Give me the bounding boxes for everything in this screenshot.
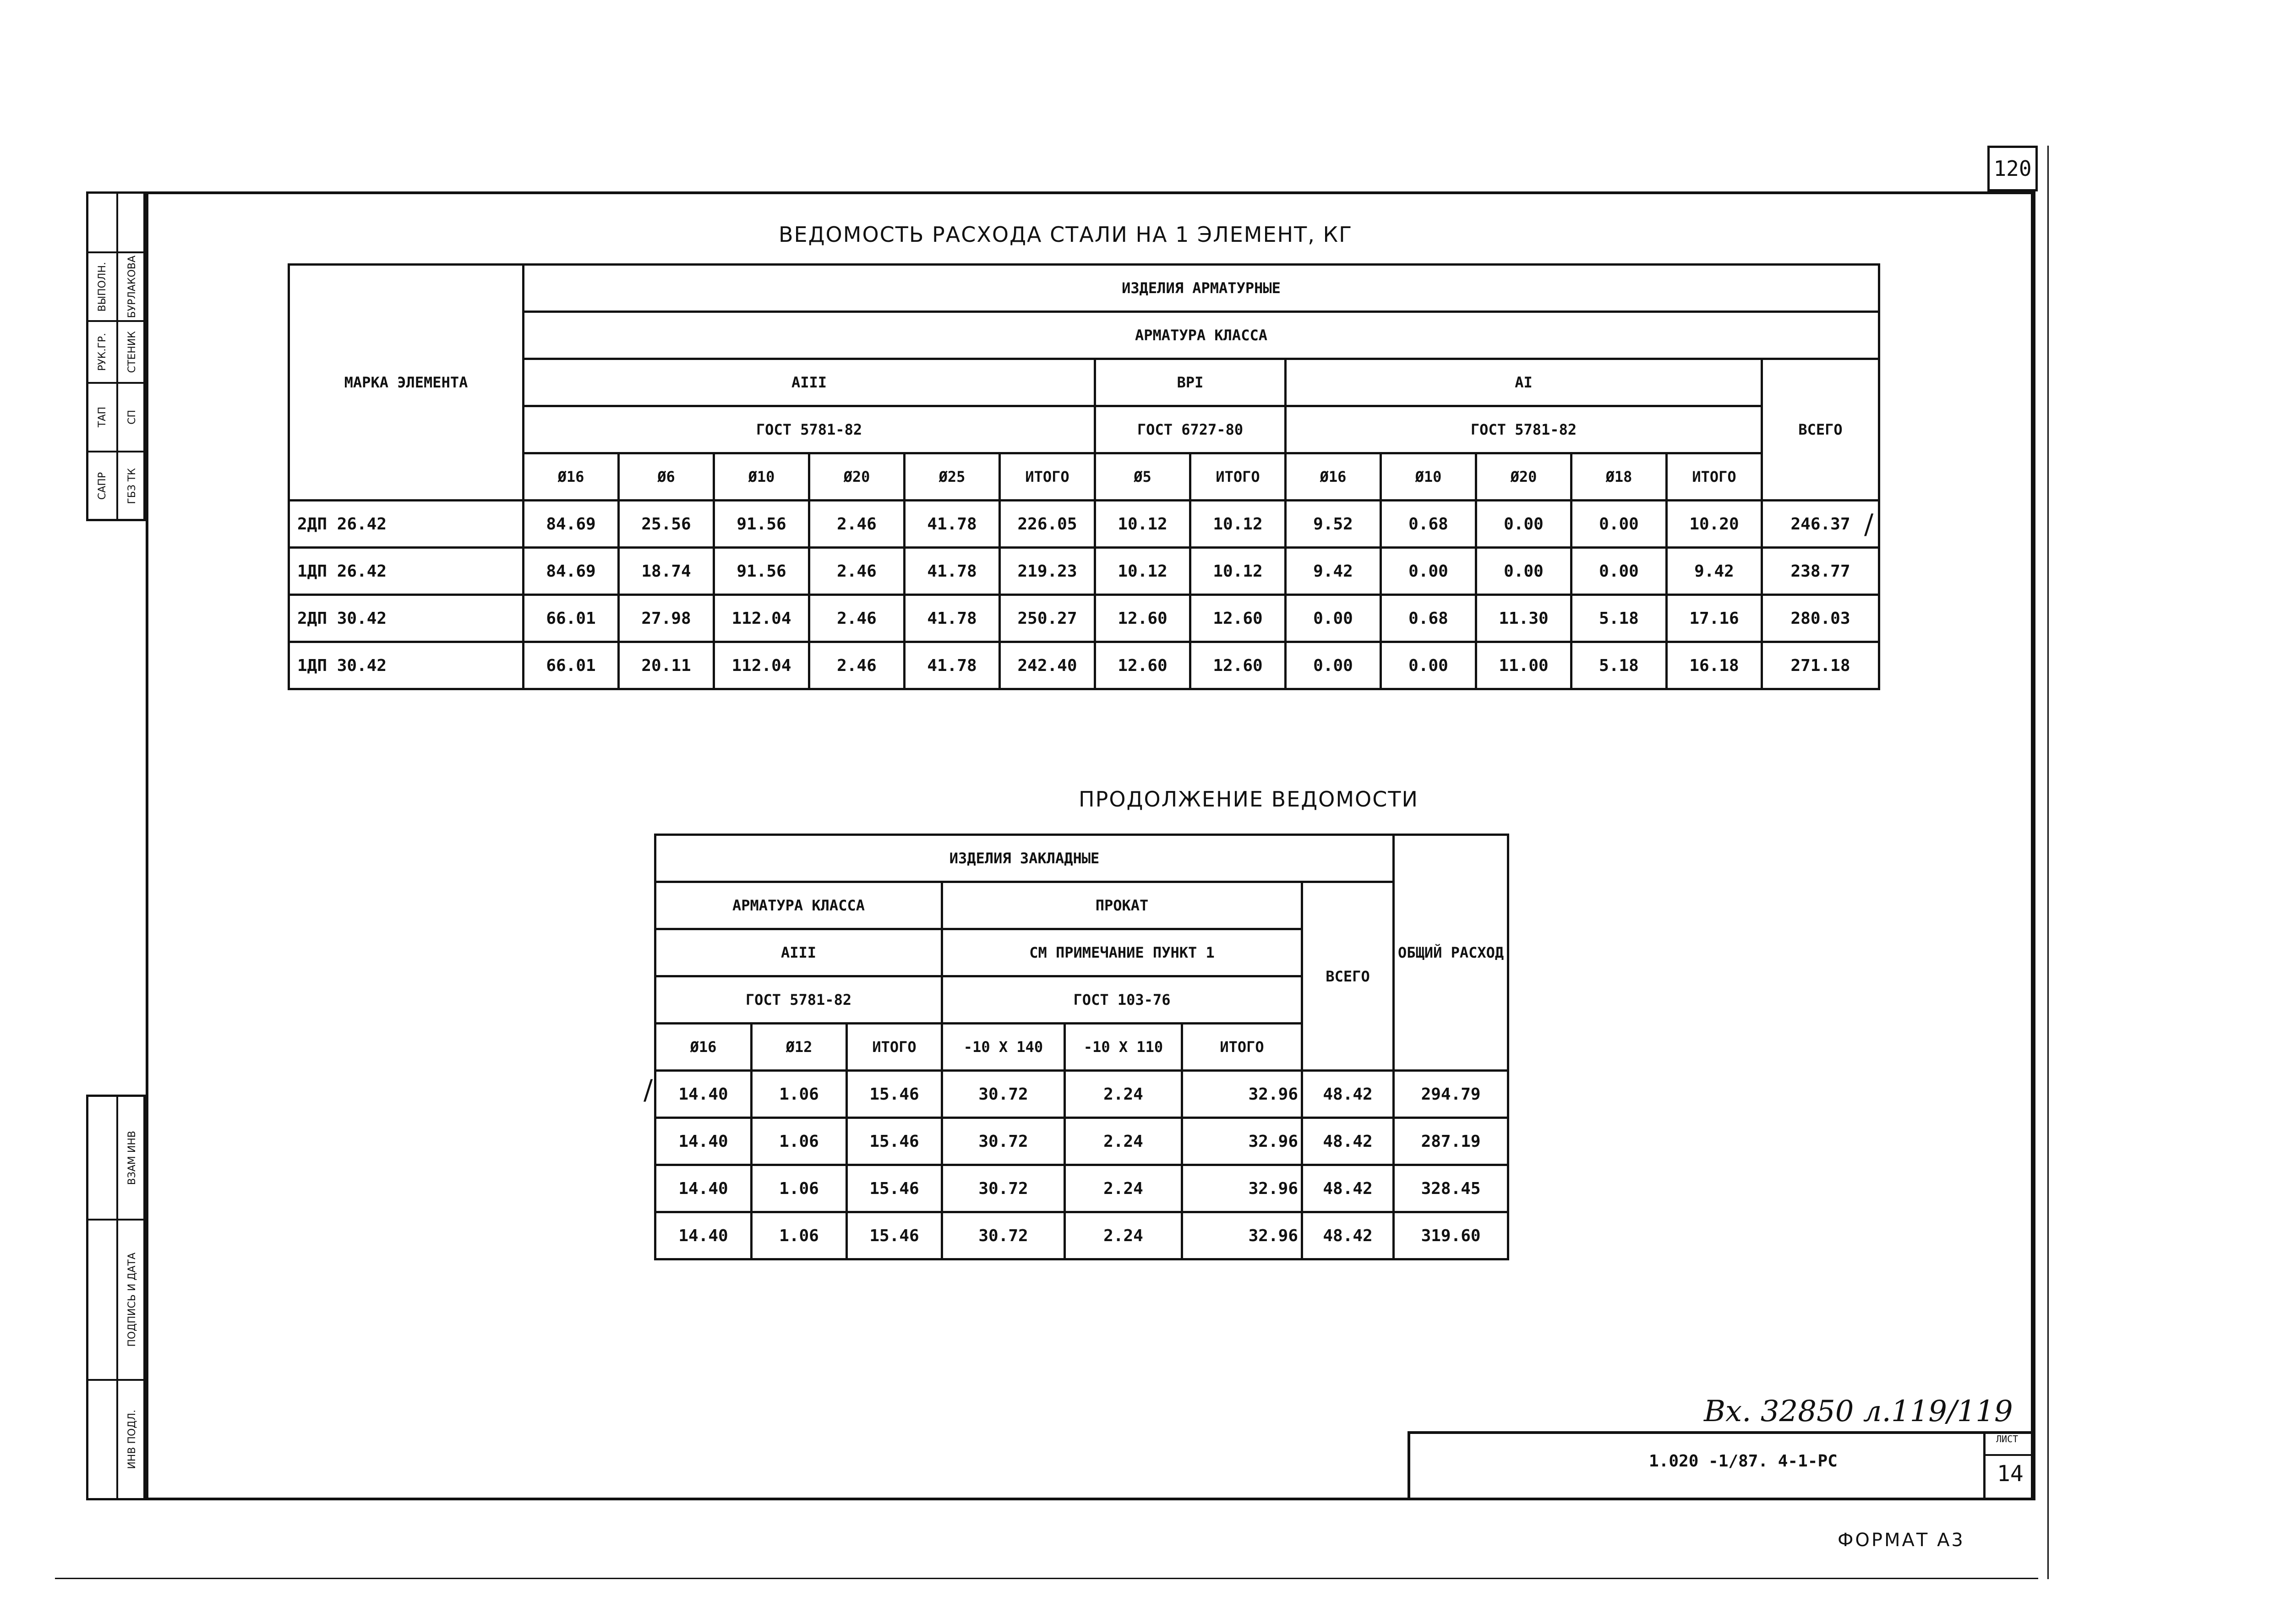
- col-overall-header: [1394, 835, 1508, 1071]
- table-cell: 246.37: [1762, 501, 1879, 548]
- diam-header: Ø16: [655, 1024, 752, 1071]
- table-cell: 16.18: [1667, 642, 1762, 689]
- table-cell: 17.16: [1667, 595, 1762, 642]
- diam-header: Ø5: [1095, 453, 1190, 501]
- check-mark: /: [644, 1074, 653, 1106]
- approval-label-6: ВЫПОЛН.: [97, 262, 108, 312]
- table-row: [655, 1212, 1508, 1259]
- table-cell: 10.12: [1095, 501, 1190, 548]
- table-cell: 48.42: [1302, 1165, 1394, 1212]
- approval-label-3: СП: [126, 410, 138, 425]
- table-cell: 2.24: [1065, 1118, 1182, 1165]
- table-cell: 41.78: [905, 642, 1000, 689]
- table-cell: 2.46: [809, 548, 905, 595]
- table-cell: 66.01: [524, 595, 619, 642]
- table-cell: 30.72: [942, 1212, 1065, 1259]
- table-cell: 10.20: [1667, 501, 1762, 548]
- table2-title: ПРОДОЛЖЕНИЕ ВЕДОМОСТИ: [1079, 787, 1419, 812]
- table-cell: 271.18: [1762, 642, 1879, 689]
- table-cell: 12.60: [1190, 595, 1286, 642]
- inventory-label-0: ВЗАМ ИНВ: [126, 1130, 138, 1185]
- diam-header: Ø10: [714, 453, 809, 501]
- table-cell: 14.40: [655, 1212, 752, 1259]
- gost-a1-header: ГОСТ 5781-82: [1286, 406, 1762, 453]
- table-row: [289, 501, 1879, 548]
- class-a3-header: АIII: [524, 359, 1095, 406]
- table-cell: 9.42: [1667, 548, 1762, 595]
- group-rolled-header: ПРОКАТ: [942, 882, 1302, 929]
- table-cell: 5.18: [1571, 642, 1667, 689]
- element-mark: 1ДП 30.42: [289, 642, 524, 689]
- class-a1-header: АI: [1286, 359, 1762, 406]
- table-cell: 0.68: [1381, 595, 1476, 642]
- table-cell: 0.68: [1381, 501, 1476, 548]
- sheet-number: 120: [1987, 146, 2038, 191]
- table-cell: 84.69: [524, 548, 619, 595]
- approval-label-7: БУРЛАКОВА: [126, 255, 138, 318]
- element-mark: 1ДП 26.42: [289, 548, 524, 595]
- format-label: ФОРМАТ А3: [1838, 1530, 1965, 1551]
- sheet-label: ЛИСТ: [1996, 1433, 2019, 1444]
- col-total-header: ВСЕГО: [1302, 882, 1394, 1071]
- table-cell: 32.96: [1182, 1212, 1302, 1259]
- sheet-no: 14: [1997, 1461, 2024, 1487]
- table-cell: 91.56: [714, 548, 809, 595]
- col-total-header: ВСЕГО: [1762, 359, 1879, 501]
- col-element-header: МАРКА ЭЛЕМЕНТА: [289, 265, 524, 501]
- group-products-header: ИЗДЕЛИЯ АРМАТУРНЫЕ: [524, 265, 1879, 312]
- table-row: [655, 1165, 1508, 1212]
- subtotal-header: ИТОГО: [1182, 1024, 1302, 1071]
- table-cell: 10.12: [1190, 548, 1286, 595]
- table-cell: 84.69: [524, 501, 619, 548]
- approval-label-1: ГБЗ ТК: [126, 468, 138, 504]
- class-bp1-header: ВРI: [1095, 359, 1286, 406]
- table-cell: 9.42: [1286, 548, 1381, 595]
- table-cell: 48.42: [1302, 1118, 1394, 1165]
- table-cell: 0.00: [1381, 548, 1476, 595]
- table-cell: 112.04: [714, 642, 809, 689]
- table-cell: 0.00: [1476, 501, 1571, 548]
- diam-header: Ø16: [1286, 453, 1381, 501]
- table-cell: 280.03: [1762, 595, 1879, 642]
- table-cell: 32.96: [1182, 1165, 1302, 1212]
- check-mark: /: [1864, 508, 1874, 540]
- table-cell: 287.19: [1394, 1118, 1508, 1165]
- table-cell: 11.30: [1476, 595, 1571, 642]
- subtotal-header: ИТОГО: [1000, 453, 1095, 501]
- overall-label: ОБЩИЙ РАСХОД: [1398, 944, 1504, 961]
- class-a3-header: АIII: [655, 929, 942, 976]
- table-cell: 15.46: [847, 1212, 942, 1259]
- table-cell: 30.72: [942, 1165, 1065, 1212]
- table-cell: 41.78: [905, 595, 1000, 642]
- table-cell: 14.40: [655, 1071, 752, 1118]
- table-cell: 32.96: [1182, 1118, 1302, 1165]
- table-cell: 10.12: [1190, 501, 1286, 548]
- table-cell: 9.52: [1286, 501, 1381, 548]
- table-cell: 5.18: [1571, 595, 1667, 642]
- table-cell: 2.24: [1065, 1212, 1182, 1259]
- table-cell: 250.27: [1000, 595, 1095, 642]
- table-cell: 242.40: [1000, 642, 1095, 689]
- table-cell: 112.04: [714, 595, 809, 642]
- table-cell: 10.12: [1095, 548, 1190, 595]
- table-cell: 27.98: [619, 595, 714, 642]
- group-class-header: АРМАТУРА КЛАССА: [655, 882, 942, 929]
- table-cell: 12.60: [1095, 642, 1190, 689]
- gost-a3-header: ГОСТ 5781-82: [655, 976, 942, 1024]
- table-cell: 0.00: [1286, 642, 1381, 689]
- diam-header: Ø12: [752, 1024, 847, 1071]
- table-cell: 14.40: [655, 1165, 752, 1212]
- frame-outer-right: [2047, 146, 2049, 1579]
- table-row: [655, 1118, 1508, 1165]
- subtotal-header: ИТОГО: [847, 1024, 942, 1071]
- table-row: [289, 548, 1879, 595]
- approval-label-5: СТЕНИК: [126, 331, 138, 373]
- table-cell: 0.00: [1571, 501, 1667, 548]
- profile-header: -10 Х 110: [1065, 1024, 1182, 1071]
- table1-title: ВЕДОМОСТЬ РАСХОДА СТАЛИ НА 1 ЭЛЕМЕНТ, КГ: [779, 222, 1353, 247]
- group-embedded-header: ИЗДЕЛИЯ ЗАКЛАДНЫЕ: [655, 835, 1394, 882]
- table-cell: 48.42: [1302, 1071, 1394, 1118]
- table-cell: 2.46: [809, 501, 905, 548]
- table-cell: 0.00: [1476, 548, 1571, 595]
- element-mark: 2ДП 26.42: [289, 501, 524, 548]
- table-cell: 15.46: [847, 1165, 942, 1212]
- document-code: 1.020 -1/87. 4-1-РС: [1649, 1452, 1838, 1471]
- table-cell: 1.06: [752, 1212, 847, 1259]
- table-cell: 0.00: [1286, 595, 1381, 642]
- table-cell: 41.78: [905, 548, 1000, 595]
- steel-consumption-table: [288, 263, 1880, 690]
- element-mark: 2ДП 30.42: [289, 595, 524, 642]
- continuation-table: [654, 834, 1509, 1260]
- table-cell: 319.60: [1394, 1212, 1508, 1259]
- profile-header: -10 Х 140: [942, 1024, 1065, 1071]
- table-cell: 2.24: [1065, 1165, 1182, 1212]
- table-cell: 1.06: [752, 1118, 847, 1165]
- table-cell: 12.60: [1095, 595, 1190, 642]
- table-cell: 2.46: [809, 595, 905, 642]
- table-cell: 14.40: [655, 1118, 752, 1165]
- frame-outer-bottom: [55, 1578, 2038, 1579]
- table-cell: 1.06: [752, 1165, 847, 1212]
- table-cell: 30.72: [942, 1071, 1065, 1118]
- table-cell: 66.01: [524, 642, 619, 689]
- gost-bp1-header: ГОСТ 6727-80: [1095, 406, 1286, 453]
- table-cell: 11.00: [1476, 642, 1571, 689]
- table-cell: 18.74: [619, 548, 714, 595]
- table-cell: 328.45: [1394, 1165, 1508, 1212]
- note-header: СМ ПРИМЕЧАНИЕ ПУНКТ 1: [942, 929, 1302, 976]
- group-class-header: АРМАТУРА КЛАССА: [524, 312, 1879, 359]
- diam-header: Ø10: [1381, 453, 1476, 501]
- inventory-label-2: ИНВ ПОДЛ.: [126, 1410, 138, 1469]
- table-cell: 238.77: [1762, 548, 1879, 595]
- approval-label-0: САПР: [97, 472, 108, 500]
- diam-header: Ø18: [1571, 453, 1667, 501]
- diam-header: Ø6: [619, 453, 714, 501]
- table-cell: 219.23: [1000, 548, 1095, 595]
- diam-header: Ø16: [524, 453, 619, 501]
- approval-label-4: РУК.ГР.: [97, 333, 108, 371]
- diam-header: Ø20: [809, 453, 905, 501]
- frame-double-line-right: [2034, 191, 2035, 1500]
- table-cell: 30.72: [942, 1118, 1065, 1165]
- table-row: [289, 595, 1879, 642]
- table-row: [289, 642, 1879, 689]
- table-cell: 2.24: [1065, 1071, 1182, 1118]
- table-cell: 91.56: [714, 501, 809, 548]
- diam-header: Ø20: [1476, 453, 1571, 501]
- subtotal-header: ИТОГО: [1667, 453, 1762, 501]
- table-row: [655, 1071, 1508, 1118]
- table-cell: 0.00: [1571, 548, 1667, 595]
- table-cell: 48.42: [1302, 1212, 1394, 1259]
- left-strip-approval: [86, 191, 146, 521]
- table-cell: 32.96: [1182, 1071, 1302, 1118]
- table-cell: 20.11: [619, 642, 714, 689]
- inventory-label-1: ПОДПИСЬ И ДАТА: [126, 1253, 138, 1347]
- handwritten-registration: Вх. 32850 л.119/119: [1704, 1395, 2013, 1428]
- table-cell: 294.79: [1394, 1071, 1508, 1118]
- table-cell: 12.60: [1190, 642, 1286, 689]
- table-cell: 41.78: [905, 501, 1000, 548]
- subtotal-header: ИТОГО: [1190, 453, 1286, 501]
- table-cell: 2.46: [809, 642, 905, 689]
- table-cell: 226.05: [1000, 501, 1095, 548]
- gost-a3-header: ГОСТ 5781-82: [524, 406, 1095, 453]
- left-strip-inventory: [86, 1095, 146, 1500]
- approval-label-2: ТАП: [97, 407, 108, 428]
- diam-header: Ø25: [905, 453, 1000, 501]
- table-cell: 1.06: [752, 1071, 847, 1118]
- table-cell: 15.46: [847, 1071, 942, 1118]
- table-cell: 15.46: [847, 1118, 942, 1165]
- sheet-box-divider: [1983, 1454, 2034, 1456]
- table-cell: 25.56: [619, 501, 714, 548]
- gost-rolled-header: ГОСТ 103-76: [942, 976, 1302, 1024]
- table-cell: 0.00: [1381, 642, 1476, 689]
